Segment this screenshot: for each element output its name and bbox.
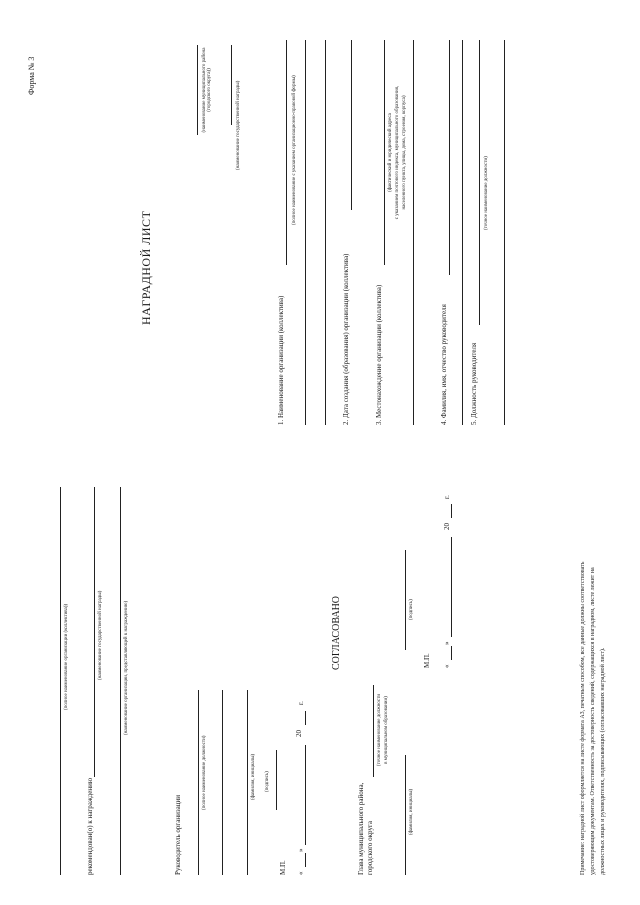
chief-date-day-line [451, 646, 452, 660]
footnote-line-3: должностных лицах и руководителях, подписывающих (согласовавших наградной лист). [600, 647, 606, 875]
chief-date-open: « [443, 664, 451, 668]
manager-date-close: » [297, 848, 305, 852]
field-head-position-line [479, 40, 480, 325]
manager-label: Руководитель организации [174, 795, 182, 875]
field-org-location-caption-1: (фактический и юридический адреса [388, 113, 393, 192]
manager-fio-line [247, 690, 248, 875]
recommended-award-caption: (наименование государственной награды) [98, 590, 103, 680]
municipality-line [197, 45, 198, 135]
field-head-position-line-2 [504, 40, 505, 425]
agreed-heading: СОГЛАСОВАНО [331, 595, 342, 670]
chief-position-line [373, 685, 374, 777]
field-org-location-line [384, 40, 385, 265]
header-award-line [231, 45, 232, 125]
manager-position-line-2 [222, 690, 223, 875]
manager-signature-line [276, 750, 277, 810]
field-org-location-caption-2: с указанием почтового индекса, муниципального образования, [395, 85, 400, 220]
manager-mp: М.П. [279, 860, 287, 875]
field-org-name-line-3 [325, 40, 326, 425]
manager-signature-caption: (подпись) [265, 771, 270, 792]
manager-date-open: « [297, 871, 305, 875]
chief-signature-line [405, 550, 406, 650]
manager-position-line [198, 690, 199, 875]
document-title: НАГРАДНОЙ ЛИСТ [139, 210, 153, 325]
field-org-location-label: 3. Местонахождение организации (коллектива) [375, 284, 383, 425]
manager-position-caption: (полное наименование должности) [202, 735, 207, 810]
field-org-date-line [351, 40, 352, 210]
municipality-caption: (наименование муниципального района (городского округа)) [202, 47, 212, 133]
chief-fio-caption: (фамилия, инициалы) [409, 788, 414, 835]
field-org-name-caption: (полное наименование с указанием организационно-правовой формы) [292, 75, 297, 225]
footnote-line-1: Примечание: наградной лист оформляется на листе формата А3, печатным способом, все данные должны соответствовать [580, 561, 586, 875]
manager-date-day-line [305, 853, 306, 867]
form-number: Форма № 3 [27, 56, 36, 95]
chief-year-suffix: г. [443, 495, 451, 499]
chief-date-month-line [451, 537, 452, 637]
field-org-name-line-2 [305, 40, 306, 425]
field-org-name-line [286, 40, 287, 265]
collective-name-caption: (полное наименование организации (коллектива)) [64, 603, 69, 710]
chief-position-caption-2: в муниципальном образовании) [384, 696, 389, 764]
chief-signature-caption: (подпись) [409, 599, 414, 620]
nominator-line [120, 487, 121, 875]
recommended-label: рекомендован(о) к награждению [86, 777, 94, 875]
manager-fio-caption: (фамилия, инициалы) [251, 753, 256, 800]
field-head-position-caption: (точное наименование должности) [484, 156, 489, 230]
chief-year-prefix: 20 [443, 523, 451, 530]
collective-name-line [60, 487, 61, 875]
footnote-line-2: удостоверяющим документам. Ответственность за достоверность сведений, содержащихся в наградном, листе лежит на [590, 567, 596, 875]
manager-date-month-line [305, 745, 306, 845]
field-head-position-label: 5. Должность руководителя [470, 342, 478, 425]
field-org-date-label: 2. Дата создания (образования) организации (коллектива) [342, 253, 350, 425]
chief-year-line [451, 504, 452, 518]
field-org-location-caption-3: населенного пункта, улицы, дома, строения, корпуса) [402, 95, 407, 210]
field-head-name-line-2 [462, 40, 463, 425]
chief-position-caption-1: (точное наименование должности [377, 693, 382, 767]
chief-mp: М.П. [423, 653, 431, 668]
recommended-award-line [94, 487, 95, 777]
field-head-name-label: 4. Фамилия, имя, отчество руководителя [440, 304, 448, 425]
chief-label-line-2: городского округа [366, 821, 374, 875]
field-head-name-line [449, 40, 450, 275]
field-org-name-label: 1. Наименование организации (коллектива) [277, 295, 285, 425]
manager-year-prefix: 20 [295, 730, 303, 737]
header-award-caption: (наименование государственной награды) [236, 80, 241, 170]
chief-label-line-1: Глава муниципального района, [357, 782, 365, 875]
chief-fio-line [405, 755, 406, 875]
field-org-location-line-2 [413, 40, 414, 425]
manager-year-line [305, 711, 306, 725]
nominator-caption: (наименование организации, представляющей к награждению) [124, 600, 129, 735]
manager-year-suffix: г. [297, 701, 305, 705]
chief-date-close: » [443, 641, 451, 645]
